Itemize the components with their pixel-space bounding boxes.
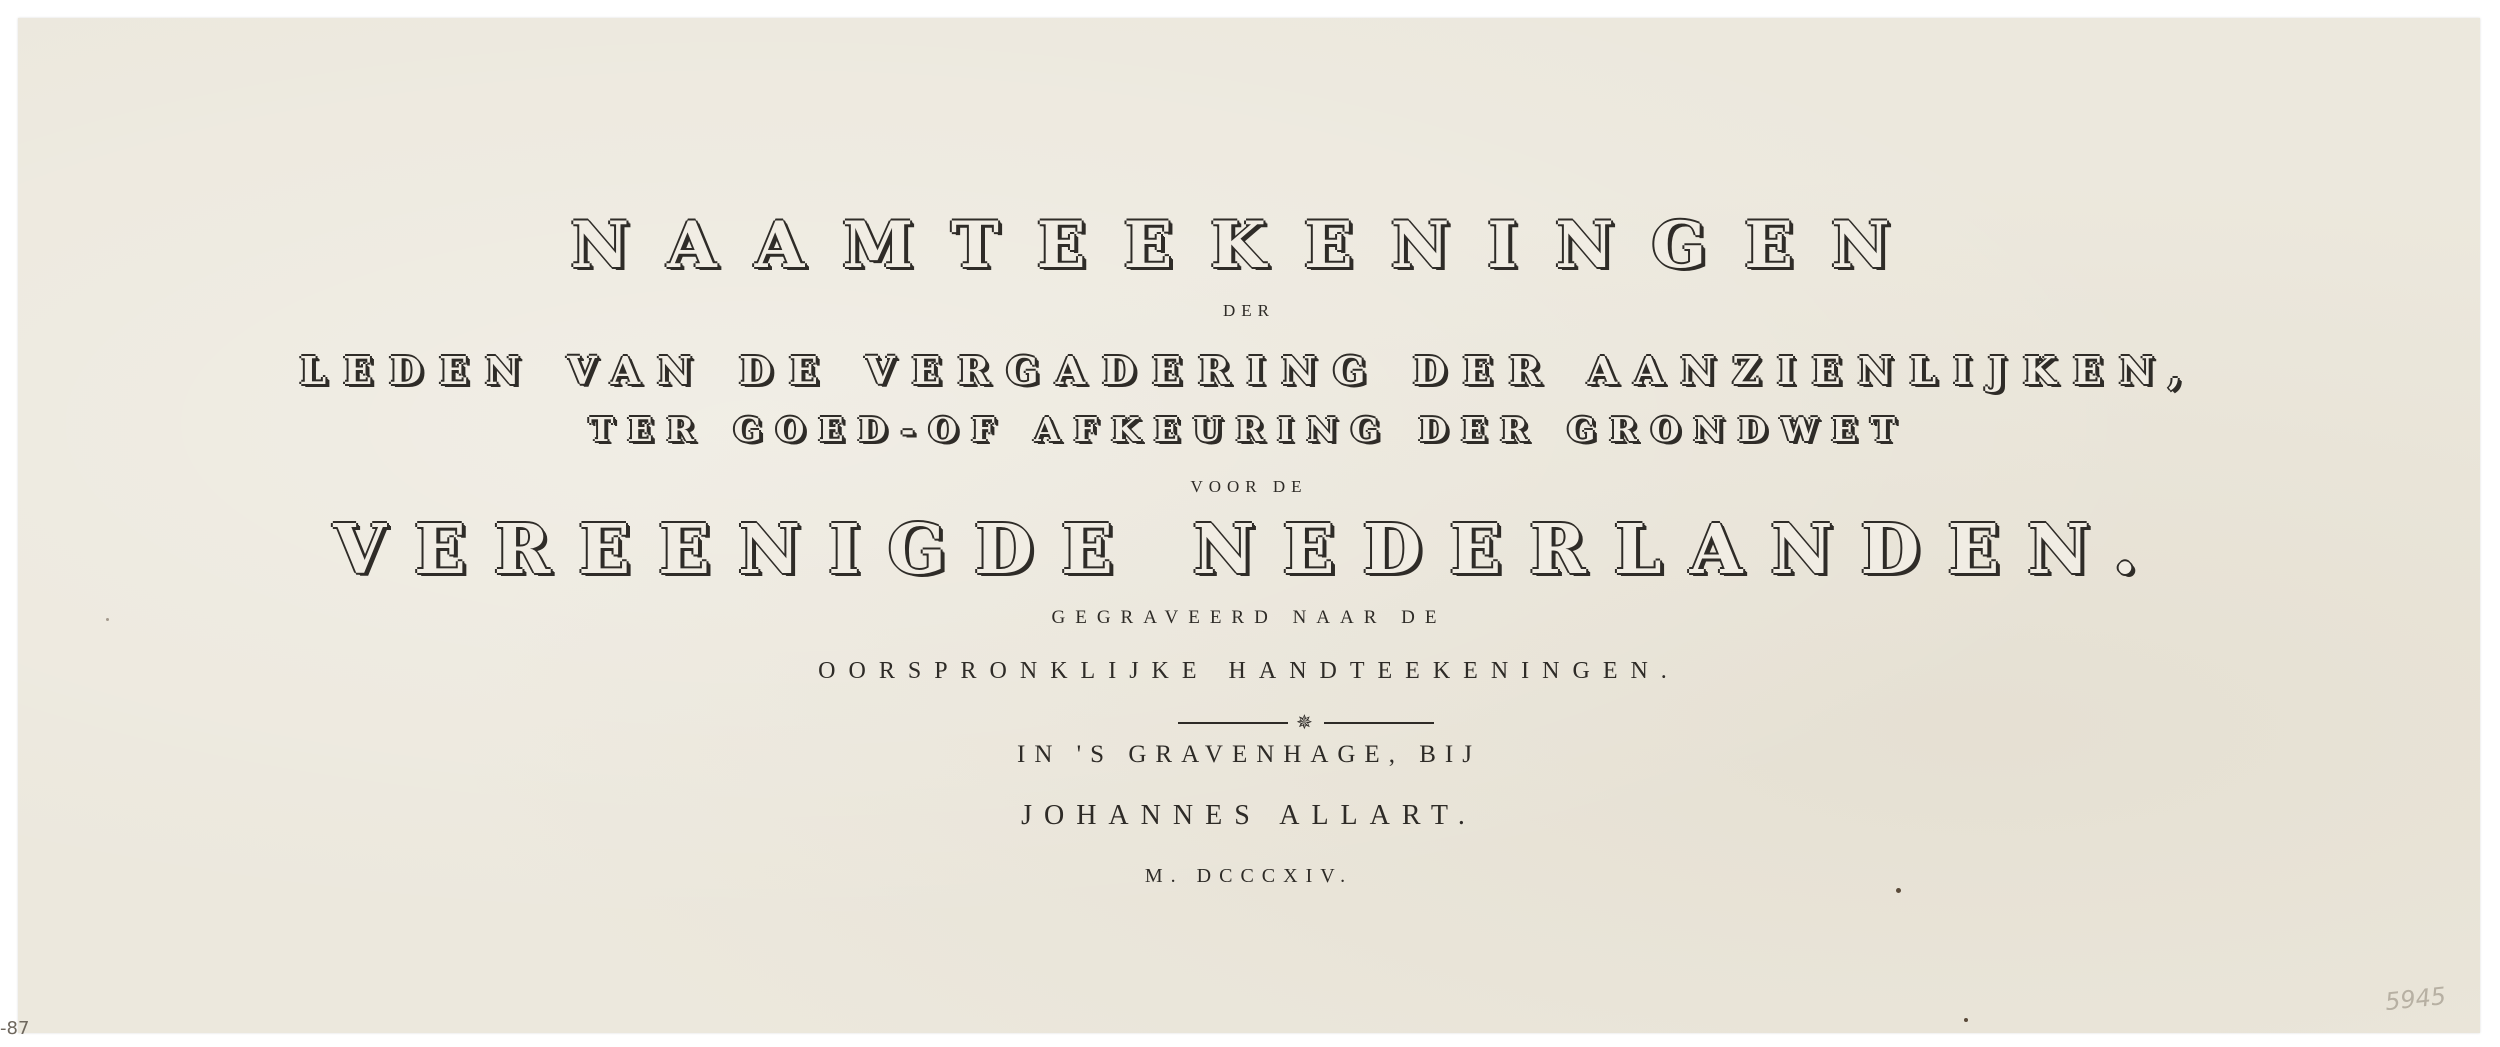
subtitle-members: LEDEN VAN DE VERGADERING DER AANZIENLIJKEN, — [299, 348, 2199, 393]
star-ornament-icon: ✵ — [1296, 710, 1313, 734]
country-title: VEREENIGDE NEDERLANDEN. — [333, 510, 2165, 590]
divider-rule-right — [1324, 722, 1434, 724]
foxing-spot — [1896, 888, 1901, 893]
engraved-after: GEGRAVEERD NAAR DE — [1051, 607, 1447, 628]
divider-rule-left — [1178, 722, 1288, 724]
imprint-publisher: JOHANNES ALLART. — [1021, 800, 1477, 831]
imprint-place: IN 'S GRAVENHAGE, BIJ — [1017, 741, 1481, 768]
main-title: NAAMTEEKENINGEN — [570, 208, 1928, 283]
edge-mark: -87 — [0, 1018, 30, 1039]
catalog-number: 5945 — [2383, 981, 2448, 1017]
imprint-year: M. DCCCXIV. — [1144, 865, 1354, 887]
subtitle-constitution: TER GOED-OF AFKEURING DER GRONDWET — [588, 410, 1910, 449]
subtitle-voor-de: VOOR DE — [1190, 477, 1308, 496]
foxing-spot — [106, 618, 109, 621]
foxing-spot — [1964, 1018, 1968, 1022]
original-signatures: OORSPRONKLIJKE HANDTEEKENINGEN. — [818, 658, 1680, 684]
title-page-sheet — [18, 18, 2480, 1033]
subtitle-der: DER — [1223, 301, 1275, 320]
ornamental-divider — [18, 710, 2480, 734]
